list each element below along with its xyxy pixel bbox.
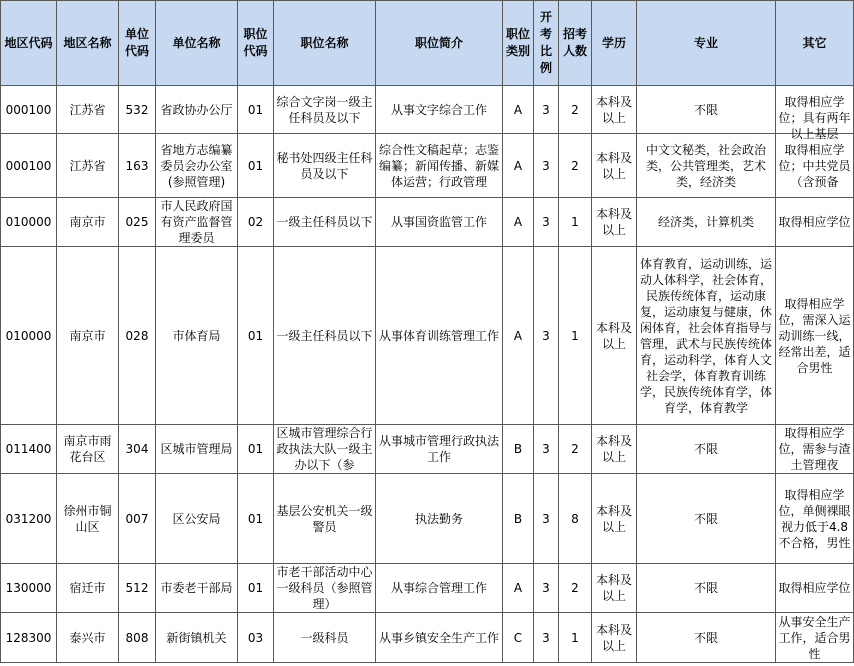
cell-text: 2 (571, 102, 579, 117)
cell-text: 江苏省 (69, 102, 106, 117)
cell-text: 本科及以上 (595, 207, 632, 237)
cell-other (776, 613, 854, 663)
cell-position-category (503, 86, 534, 134)
cell-text: 从事综合管理工作 (390, 581, 487, 595)
cell-position-intro (376, 474, 503, 564)
cell-position-category (503, 425, 534, 474)
cell-text: 体育教育，运动训练，运动人体科学，社会体育，民族传统体育，运动康复，运动康复与健康，休闲体育，社会体育指导与管理，武术与民族传统体育，运动科学，体育人文社会学，体育教育训练学，民族传统体育学，体育学，体育教学 (639, 256, 772, 415)
header-education: 学历 (592, 1, 637, 86)
cell-text: A (513, 158, 523, 173)
cell-position-name (274, 564, 376, 613)
cell-recruit-count (559, 613, 592, 663)
cell-exam-ratio (534, 198, 559, 247)
cell-text: 泰兴市 (69, 630, 106, 645)
cell-exam-ratio (534, 86, 559, 134)
cell-position-name (274, 613, 376, 663)
cell-position-code (238, 425, 274, 474)
cell-unit-name (156, 247, 238, 425)
cell-position-name (274, 425, 376, 474)
cell-text: 010000 (5, 328, 52, 343)
cell-region-code (1, 474, 57, 564)
cell-text: 2 (571, 581, 579, 595)
cell-text: 秘书处四级主任科员及以下 (276, 150, 373, 181)
cell-unit-name (156, 198, 238, 247)
table-body (1, 86, 854, 663)
cell-text: 宿迁市 (69, 581, 106, 595)
cell-recruit-count (559, 425, 592, 474)
cell-position-code (238, 613, 274, 663)
cell-text: A (513, 102, 523, 117)
cell-major (637, 86, 776, 134)
cell-text: 综合文字岗一级主任科员及以下 (276, 94, 373, 125)
cell-unit-code (119, 613, 156, 663)
cell-other (776, 564, 854, 613)
cell-major (637, 134, 776, 198)
cell-region-code (1, 86, 57, 134)
table-row (1, 425, 854, 474)
cell-exam-ratio (534, 247, 559, 425)
cell-text: 省地方志编纂委员会办公室(参照管理) (160, 142, 233, 189)
table-row (1, 474, 854, 564)
table-row (1, 564, 854, 613)
cell-major (637, 474, 776, 564)
cell-position-intro (376, 564, 503, 613)
cell-text: 不限 (693, 102, 718, 117)
cell-text: 取得相应学位 (778, 581, 851, 595)
cell-other (776, 86, 854, 141)
cell-text: 025 (125, 215, 149, 229)
cell-position-intro (376, 134, 503, 198)
cell-region-name (57, 564, 119, 613)
cell-text: 新街镇机关 (166, 630, 227, 645)
cell-major (637, 425, 776, 474)
cell-text: 011400 (5, 442, 52, 456)
cell-text: 取得相应学位，需参与渣土管理夜 (778, 426, 851, 472)
cell-text: A (513, 215, 523, 229)
cell-other (776, 474, 854, 564)
cell-text: 江苏省 (69, 158, 106, 173)
cell-unit-name (156, 86, 238, 134)
cell-text: 市人民政府国有资产监督管理委员 (160, 199, 233, 245)
cell-position-intro (376, 247, 503, 425)
cell-text: 本科及以上 (595, 503, 632, 534)
cell-region-name (57, 134, 119, 198)
cell-text: 02 (247, 215, 264, 229)
cell-position-name (274, 86, 376, 134)
cell-text: 304 (125, 442, 149, 456)
cell-text: 市委老干部局 (160, 581, 233, 595)
cell-text: 3 (542, 442, 550, 456)
cell-education (592, 198, 637, 247)
cell-text: 000100 (5, 158, 52, 173)
cell-text: 市体育局 (172, 328, 221, 343)
cell-other (776, 198, 854, 247)
cell-position-intro (376, 425, 503, 474)
cell-exam-ratio (534, 613, 559, 663)
cell-position-category (503, 613, 534, 663)
cell-recruit-count (559, 86, 592, 134)
cell-exam-ratio (534, 425, 559, 474)
cell-region-code (1, 247, 57, 425)
cell-education (592, 425, 637, 474)
cell-text: 01 (247, 102, 264, 117)
cell-recruit-count (559, 134, 592, 198)
cell-text: 从事城市管理行政执法工作 (378, 434, 499, 464)
cell-recruit-count (559, 247, 592, 425)
header-unit-name: 单位名称 (156, 1, 238, 86)
header-position-code: 职位代码 (238, 1, 274, 86)
cell-text: 028 (125, 328, 149, 343)
cell-text: 从事文字综合工作 (390, 102, 487, 117)
cell-text: 取得相应学位；中共党员（含预备 (778, 142, 851, 189)
cell-text: 本科及以上 (595, 622, 632, 653)
cell-text: 03 (247, 630, 264, 645)
cell-unit-name (156, 425, 238, 474)
cell-education (592, 613, 637, 663)
header-major: 专业 (637, 1, 776, 86)
cell-text: 省政协办公厅 (160, 102, 233, 117)
cell-text: 031200 (5, 511, 52, 526)
cell-text: 000100 (5, 102, 52, 117)
cell-text: 3 (542, 215, 550, 229)
cell-text: 南京市 (69, 215, 106, 229)
cell-major (637, 613, 776, 663)
cell-position-name (274, 198, 376, 247)
cell-recruit-count (559, 198, 592, 247)
cell-text: 经济类，计算机类 (657, 215, 754, 229)
cell-position-intro (376, 613, 503, 663)
cell-recruit-count (559, 474, 592, 564)
cell-major (637, 198, 776, 247)
cell-text: 取得相应学位，需深入运动训练一线，经常出差，适合男性 (778, 296, 851, 375)
cell-exam-ratio (534, 134, 559, 198)
cell-position-category (503, 247, 534, 425)
cell-region-code (1, 425, 57, 474)
cell-major (637, 564, 776, 613)
cell-text: 不限 (693, 630, 718, 645)
cell-text: 不限 (693, 442, 718, 456)
table-row (1, 198, 854, 247)
cell-text: 3 (542, 630, 550, 645)
table-row (1, 613, 854, 663)
cell-text: 1 (571, 328, 579, 343)
cell-unit-code (119, 564, 156, 613)
cell-region-name (57, 198, 119, 247)
header-other: 其它 (776, 1, 854, 86)
cell-text: 区城市管理综合行政执法大队一级主办以下（参 (276, 426, 373, 472)
table-row (1, 86, 854, 134)
cell-position-code (238, 564, 274, 613)
cell-text: 本科及以上 (595, 434, 632, 464)
cell-unit-name (156, 613, 238, 663)
cell-position-code (238, 247, 274, 425)
cell-text: A (513, 581, 523, 595)
cell-text: 基层公安机关一级警员 (276, 503, 373, 534)
header-exam-ratio: 开考比例 (534, 1, 559, 86)
cell-text: 南京市雨花台区 (63, 434, 112, 464)
cell-text: 01 (247, 511, 264, 526)
cell-text: 1 (571, 630, 579, 645)
cell-text: 128300 (5, 630, 52, 645)
header-region-name: 地区名称 (57, 1, 119, 86)
cell-text: 01 (247, 581, 264, 595)
cell-text: 徐州市铜山区 (63, 503, 112, 534)
cell-text: 3 (542, 511, 550, 526)
cell-text: 一级主任科员以下 (276, 215, 373, 229)
cell-text: 取得相应学位；具有两年以上基层 (778, 94, 851, 141)
cell-text: 执法勤务 (414, 511, 463, 526)
cell-text: 从事乡镇安全生产工作 (378, 630, 499, 645)
header-position-intro: 职位简介 (376, 1, 503, 86)
cell-text: 01 (247, 158, 264, 173)
cell-region-name (57, 247, 119, 425)
cell-text: 综合性文稿起草；志鉴编纂；新闻传播、新媒体运营；行政管理 (378, 142, 499, 189)
cell-text: 本科及以上 (595, 150, 632, 181)
table-row (1, 247, 854, 425)
cell-unit-code (119, 86, 156, 134)
cell-position-intro (376, 198, 503, 247)
cell-text: 本科及以上 (595, 94, 632, 125)
cell-major (637, 247, 776, 425)
cell-unit-code (119, 247, 156, 425)
cell-text: 南京市 (69, 328, 106, 343)
cell-position-code (238, 474, 274, 564)
cell-unit-name (156, 564, 238, 613)
cell-text: 512 (125, 581, 149, 595)
cell-region-name (57, 425, 119, 474)
cell-text: 本科及以上 (595, 573, 632, 603)
cell-text: 取得相应学位 (778, 215, 851, 229)
header-position-name: 职位名称 (274, 1, 376, 86)
cell-other (776, 425, 854, 474)
header-region-code: 地区代码 (1, 1, 57, 86)
cell-education (592, 86, 637, 134)
cell-text: 一级主任科员以下 (276, 328, 373, 343)
cell-position-code (238, 198, 274, 247)
cell-position-intro (376, 86, 503, 134)
cell-text: 1 (571, 215, 579, 229)
cell-text: 808 (125, 630, 149, 645)
cell-text: 从事安全生产工作，适合男性 (778, 614, 851, 661)
cell-text: B (513, 511, 523, 526)
cell-region-name (57, 474, 119, 564)
cell-position-code (238, 86, 274, 134)
header-unit-code: 单位代码 (119, 1, 156, 86)
cell-text: 8 (571, 511, 579, 526)
cell-region-name (57, 86, 119, 134)
cell-education (592, 474, 637, 564)
cell-text: 不限 (693, 581, 718, 595)
cell-text: 532 (125, 102, 149, 117)
cell-text: 01 (247, 442, 264, 456)
cell-other (776, 134, 854, 198)
cell-text: 010000 (5, 215, 52, 229)
cell-unit-code (119, 134, 156, 198)
cell-text: C (513, 630, 523, 645)
cell-text: 01 (247, 328, 264, 343)
cell-exam-ratio (534, 474, 559, 564)
cell-text: 本科及以上 (595, 320, 632, 351)
cell-recruit-count (559, 564, 592, 613)
cell-region-code (1, 198, 57, 247)
cell-unit-name (156, 134, 238, 198)
header-recruit-count: 招考人数 (559, 1, 592, 86)
cell-position-name (274, 247, 376, 425)
cell-position-code (238, 134, 274, 198)
cell-text: 从事国资监管工作 (390, 215, 487, 229)
cell-text: 163 (125, 158, 149, 173)
cell-unit-code (119, 198, 156, 247)
cell-text: 区城市管理局 (160, 442, 233, 456)
cell-text: 3 (542, 102, 550, 117)
table-row (1, 134, 854, 198)
cell-region-code (1, 564, 57, 613)
cell-region-name (57, 613, 119, 663)
cell-text: 区公安局 (172, 511, 221, 526)
cell-position-category (503, 198, 534, 247)
cell-text: B (513, 442, 523, 456)
cell-position-category (503, 474, 534, 564)
cell-exam-ratio (534, 564, 559, 613)
cell-other (776, 247, 854, 425)
cell-unit-name (156, 474, 238, 564)
cell-text: 3 (542, 581, 550, 595)
cell-region-code (1, 134, 57, 198)
cell-education (592, 247, 637, 425)
cell-text: A (513, 328, 523, 343)
cell-unit-code (119, 425, 156, 474)
cell-position-name (274, 134, 376, 198)
cell-education (592, 564, 637, 613)
cell-position-category (503, 564, 534, 613)
cell-unit-code (119, 474, 156, 564)
cell-position-category (503, 134, 534, 198)
cell-text: 市老干部活动中心一级科员（参照管理） (276, 565, 373, 611)
cell-text: 中文文秘类，社会政治类，公共管理类，艺术类，经济类 (645, 142, 766, 189)
cell-text: 不限 (693, 511, 718, 526)
cell-text: 2 (571, 442, 579, 456)
cell-text: 007 (125, 511, 149, 526)
cell-text: 从事体育训练管理工作 (378, 328, 499, 343)
cell-text: 取得相应学位，单侧裸眼视力低于4.8不合格，男性 (778, 487, 851, 550)
cell-education (592, 134, 637, 198)
cell-position-name (274, 474, 376, 564)
cell-text: 3 (542, 158, 550, 173)
cell-text: 3 (542, 328, 550, 343)
cell-text: 130000 (5, 581, 52, 595)
cell-text: 2 (571, 158, 579, 173)
cell-region-code (1, 613, 57, 663)
header-position-category: 职位类别 (503, 1, 534, 86)
table-header-row (1, 1, 854, 86)
cell-text: 一级科员 (300, 630, 349, 645)
